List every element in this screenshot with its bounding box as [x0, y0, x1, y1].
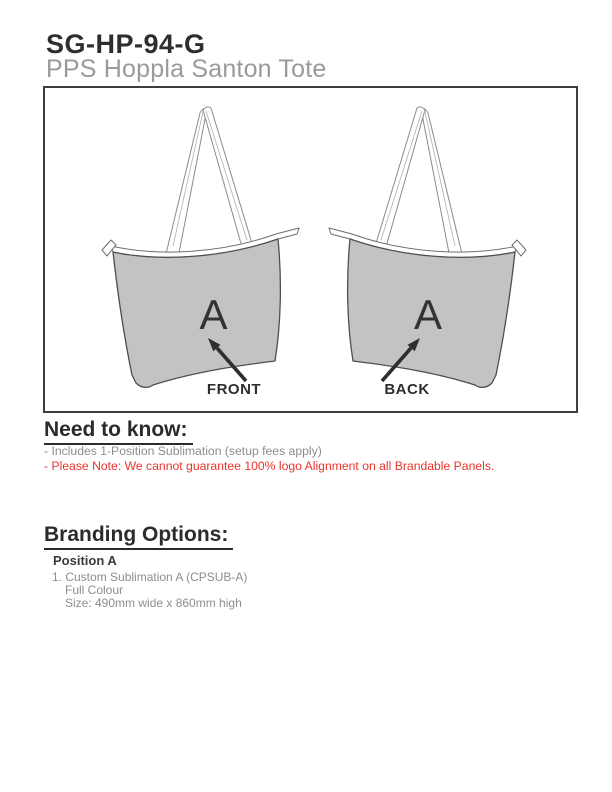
position-marker-back: A: [413, 291, 443, 338]
branding-line-colour: Full Colour: [65, 582, 124, 597]
product-code: SG-HP-94-G: [46, 29, 206, 59]
bag-handle-left-icon: [165, 109, 207, 259]
bag-handle-seam-left: [173, 112, 203, 246]
bag-handle-right-icon: [203, 107, 254, 254]
tote-bag-back-illustration: [329, 107, 526, 388]
note-alignment-warning: - Please Note: We cannot guarantee 100% logo Alignment on all Brandable Panels.: [44, 458, 495, 473]
branding-options-heading: Branding Options:: [44, 524, 233, 550]
branding-line-size: Size: 490mm wide x 860mm high: [65, 595, 242, 610]
need-to-know-heading: Need to know:: [44, 419, 193, 445]
front-label: FRONT: [206, 381, 262, 398]
branding-line-method: 1. Custom Sublimation A (CPSUB-A): [52, 570, 248, 584]
branding-option-details: [52, 571, 247, 609]
product-name: PPS Hoppla Santon Tote: [46, 55, 327, 83]
back-label: BACK: [384, 381, 430, 398]
position-marker-front: A: [199, 291, 228, 338]
need-to-know-notes: [44, 444, 494, 473]
note-includes-sublimation: - Includes 1-Position Sublimation (setup fees apply): [44, 444, 322, 458]
tote-bag-diagram: [45, 88, 576, 411]
bag-body-panel: [113, 239, 280, 387]
product-diagram-frame: [43, 86, 578, 413]
tote-bag-illustration: [102, 107, 299, 388]
bag-handle-seam-right: [206, 111, 247, 240]
position-a-heading: Position A: [53, 553, 117, 568]
